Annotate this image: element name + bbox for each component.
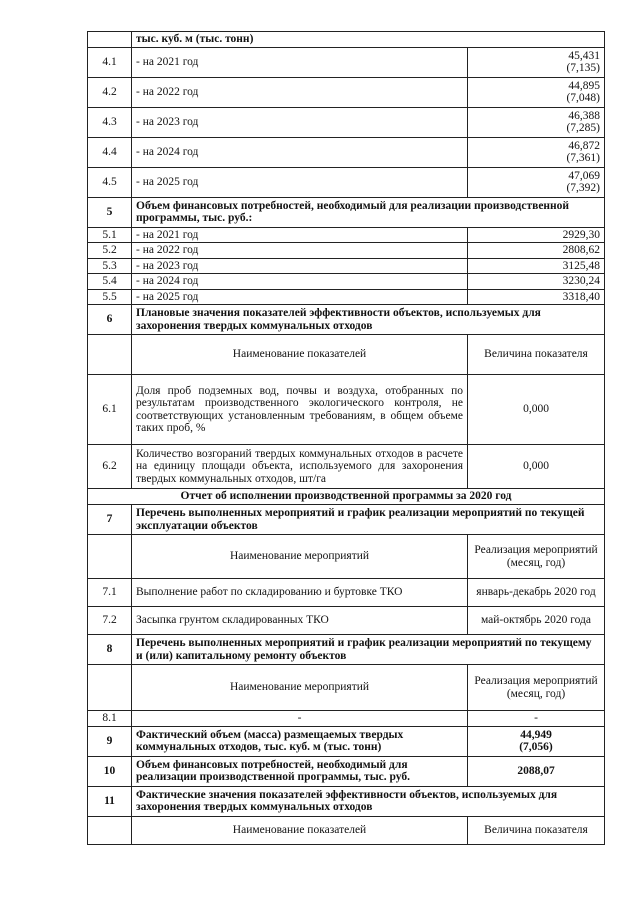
value-sub: (7,056) [519,741,553,753]
num-cell [88,816,132,844]
table-row [88,607,605,635]
row-label: - на 2025 год [132,167,468,197]
table-row [88,32,605,48]
row-value: январь-декабрь 2020 год [468,579,605,607]
report-title-row [88,489,605,505]
column-header: Реализация мероприятий (месяц, год) [468,535,605,579]
num-cell [88,665,132,711]
row-value: 2929,30 [468,227,605,243]
value-sub: (7,392) [566,182,600,194]
section-title: Фактические значения показателей эффективности объектов, используемых для захоронения твердых коммунальных отходов [132,786,605,816]
column-header: Наименование показателей [132,816,468,844]
table-row [88,711,605,727]
section-number: 8 [88,635,132,665]
row-label: - [132,711,468,727]
section-title: Объем финансовых потребностей, необходимый для реализации производственной программы, тыс. руб.: [132,197,605,227]
section-number: 7 [88,505,132,535]
column-header-row [88,816,605,844]
section-number: 6 [88,305,132,335]
section-number: 5 [88,197,132,227]
row-number: 5.4 [88,274,132,290]
row-value [468,726,605,756]
section-title: Перечень выполненных мероприятий и график реализации мероприятий по текущей эксплуатации объектов [132,505,605,535]
num-cell [88,335,132,375]
row-number: 8.1 [88,711,132,727]
value-main: 45,431 [568,49,600,62]
row-number: 4.3 [88,107,132,137]
table-row [88,726,605,756]
row-value: май-октябрь 2020 года [468,607,605,635]
table-row [88,445,605,489]
report-title: Отчет об исполнении производственной программы за 2020 год [88,489,605,505]
table-row [88,289,605,305]
value-main: 47,069 [568,169,600,182]
value-main: 44,895 [568,79,600,92]
value-sub: (7,285) [566,122,600,134]
row-label: - на 2024 год [132,137,468,167]
row-value: - [468,711,605,727]
row-label: Выполнение работ по складированию и буртовке ТКО [132,579,468,607]
row-label: - на 2021 год [132,227,468,243]
row-number: 7.1 [88,579,132,607]
row-label: Количество возгораний твердых коммунальных отходов в расчете на единицу площади объекта, используемого для захоронения твердых коммунальных отходов, шт/га [132,445,468,489]
row-number: 5.3 [88,258,132,274]
row-number: 4.2 [88,77,132,107]
value-sub: (7,135) [566,62,600,74]
row-label: - на 2022 год [132,77,468,107]
row-value: 3125,48 [468,258,605,274]
value-sub: (7,048) [566,92,600,104]
column-header-row [88,535,605,579]
section-header-row [88,786,605,816]
column-header-row [88,665,605,711]
row-number: 6.1 [88,375,132,445]
table-row [88,167,605,197]
table-row [88,137,605,167]
value-sub: (7,361) [566,152,600,164]
section-number: 11 [88,786,132,816]
row-number: 5.2 [88,243,132,259]
table-row [88,107,605,137]
row-label: Засыпка грунтом складированных ТКО [132,607,468,635]
value-main: 44,949 [520,728,552,741]
table-row [88,258,605,274]
column-header: Наименование мероприятий [132,535,468,579]
section-header-row [88,505,605,535]
row-value [468,77,605,107]
row-value: 0,000 [468,445,605,489]
row-value [468,107,605,137]
row-value: 0,000 [468,375,605,445]
value-main: 46,872 [568,139,600,152]
table-row [88,756,605,786]
column-header: Величина показателя [468,335,605,375]
table-row [88,77,605,107]
row-label: - на 2023 год [132,107,468,137]
document-table [87,31,605,845]
row-value: 3318,40 [468,289,605,305]
section-title: Перечень выполненных мероприятий и график реализации мероприятий по текущему и (или) капитальному ремонту объектов [132,635,605,665]
row-label: - на 2023 год [132,258,468,274]
num-cell [88,535,132,579]
section-header-row [88,305,605,335]
row-value: 2808,62 [468,243,605,259]
row-number: 5.5 [88,289,132,305]
table-row [88,47,605,77]
column-header: Реализация мероприятий (месяц, год) [468,665,605,711]
row-label: - на 2024 год [132,274,468,290]
section-title: Плановые значения показателей эффективности объектов, используемых для захоронения твердых коммунальных отходов [132,305,605,335]
num-cell [88,32,132,48]
value-main: 46,388 [568,109,600,122]
section-number: 9 [88,726,132,756]
row-number: 4.1 [88,47,132,77]
row-value: 3230,24 [468,274,605,290]
section-number: 10 [88,756,132,786]
units-header: тыс. куб. м (тыс. тонн) [132,32,605,48]
row-number: 4.4 [88,137,132,167]
row-label: - на 2022 год [132,243,468,259]
column-header: Наименование показателей [132,335,468,375]
column-header-row [88,335,605,375]
table-row [88,579,605,607]
column-header: Наименование мероприятий [132,665,468,711]
row-value [468,47,605,77]
row-label: - на 2025 год [132,289,468,305]
row-value: 2088,07 [468,756,605,786]
row-label: - на 2021 год [132,47,468,77]
table-row [88,227,605,243]
column-header: Величина показателя [468,816,605,844]
row-number: 7.2 [88,607,132,635]
row-number: 5.1 [88,227,132,243]
row-number: 6.2 [88,445,132,489]
row-number: 4.5 [88,167,132,197]
section-title: Объем финансовых потребностей, необходимый для реализации производственной программы, тыс. руб. [132,756,468,786]
section-title: Фактический объем (масса) размещаемых твердых коммунальных отходов, тыс. куб. м (тыс. тонн) [132,726,468,756]
section-header-row [88,197,605,227]
table-row [88,274,605,290]
row-label: Доля проб подземных вод, почвы и воздуха, отобранных по результатам производственного экологического контроля, не соответствующих установленным требованиям, в общем объеме таких проб, % [132,375,468,445]
section-header-row [88,635,605,665]
row-value [468,137,605,167]
table-row [88,375,605,445]
row-value [468,167,605,197]
table-row [88,243,605,259]
